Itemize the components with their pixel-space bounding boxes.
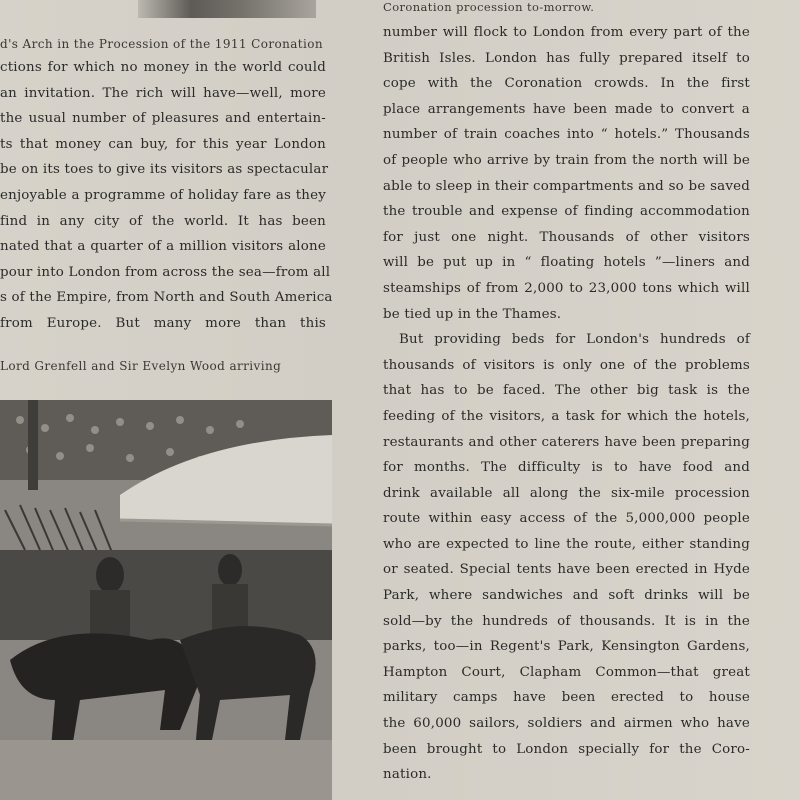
text-line: Park, where sandwiches and soft drinks will be xyxy=(383,588,750,604)
text-line: steamships of from 2,000 to 23,000 tons which will xyxy=(383,280,750,296)
text-line: ts that money can buy, for this year London xyxy=(0,136,326,152)
text-line: enjoyable a programme of holiday fare as they xyxy=(0,187,326,203)
text-line: thousands of visitors is only one of the problems xyxy=(383,357,750,373)
text-line: s of the Empire, from North and South America xyxy=(0,290,333,306)
text-line: pour into London from across the sea—from all xyxy=(0,264,331,280)
text-line: Hampton Court, Clapham Common—that great xyxy=(383,664,750,680)
text-line: able to sleep in their compartments and so be saved xyxy=(383,178,750,194)
text-line: feeding of the visitors, a task for which the hotels, xyxy=(383,408,750,424)
text-line: will be put up in “ floating hotels ”—liners and xyxy=(383,255,750,271)
text-line: of people who arrive by train from the north will be xyxy=(383,152,750,168)
text-line: the 60,000 sailors, soldiers and airmen who have xyxy=(383,716,750,732)
left-text-column xyxy=(0,55,333,337)
caption-grenfell-wood: Lord Grenfell and Sir Evelyn Wood arriving xyxy=(0,359,282,373)
text-line: drink available all along the six-mile procession xyxy=(383,485,750,501)
top-photo-fragment xyxy=(138,0,316,18)
text-line: cope with the Coronation crowds. In the first xyxy=(383,76,750,92)
text-line: who are expected to line the route, either standing xyxy=(383,536,750,552)
text-line: that has to be faced. The other big task is the xyxy=(383,383,750,399)
text-line: or seated. Special tents have been erected in Hyde xyxy=(383,562,750,578)
text-line: But providing beds for London's hundreds of xyxy=(399,332,750,348)
text-line: nation. xyxy=(383,767,432,783)
text-line: for just one night. Thousands of other visitors xyxy=(383,229,750,245)
text-line: number will flock to London from every part of the xyxy=(383,25,750,40)
procession-photo-graphic xyxy=(0,400,332,800)
text-line: place arrangements have been made to convert a xyxy=(383,101,750,117)
right-text-column xyxy=(383,20,750,788)
text-line: an invitation. The rich will have—well, more xyxy=(0,85,326,101)
text-line: find in any city of the world. It has been xyxy=(0,213,326,229)
text-line: ctions for which no money in the world could xyxy=(0,60,326,75)
text-line: military camps have been erected to house xyxy=(383,690,750,706)
text-line: number of train coaches into “ hotels.” Thousands xyxy=(383,127,750,143)
caption-procession-tomorrow: Coronation procession to-morrow. xyxy=(383,0,595,14)
text-line: for months. The difficulty is to have food and xyxy=(383,460,750,476)
text-line: British Isles. London has fully prepared itself to xyxy=(383,50,750,66)
text-line: be on its toes to give its visitors as spectacular xyxy=(0,162,329,178)
text-line: the trouble and expense of finding accommodation xyxy=(383,204,750,220)
procession-photo xyxy=(0,400,332,800)
caption-arch-procession: d's Arch in the Procession of the 1911 Coronation xyxy=(0,37,324,51)
text-line: be tied up in the Thames. xyxy=(383,306,562,322)
text-line: restaurants and other caterers have been preparing xyxy=(383,434,750,450)
text-line: nated that a quarter of a million visitors alone xyxy=(0,239,326,255)
text-line: parks, too—in Regent's Park, Kensington Gardens, xyxy=(383,639,750,655)
text-line: sold—by the hundreds of thousands. It is in the xyxy=(383,613,750,629)
text-line: route within easy access of the 5,000,000 people xyxy=(383,511,750,527)
text-line: the usual number of pleasures and entertain- xyxy=(0,111,326,127)
text-line: been brought to London specially for the Coro- xyxy=(383,741,750,757)
text-line: from Europe. But many more than this xyxy=(0,315,326,331)
